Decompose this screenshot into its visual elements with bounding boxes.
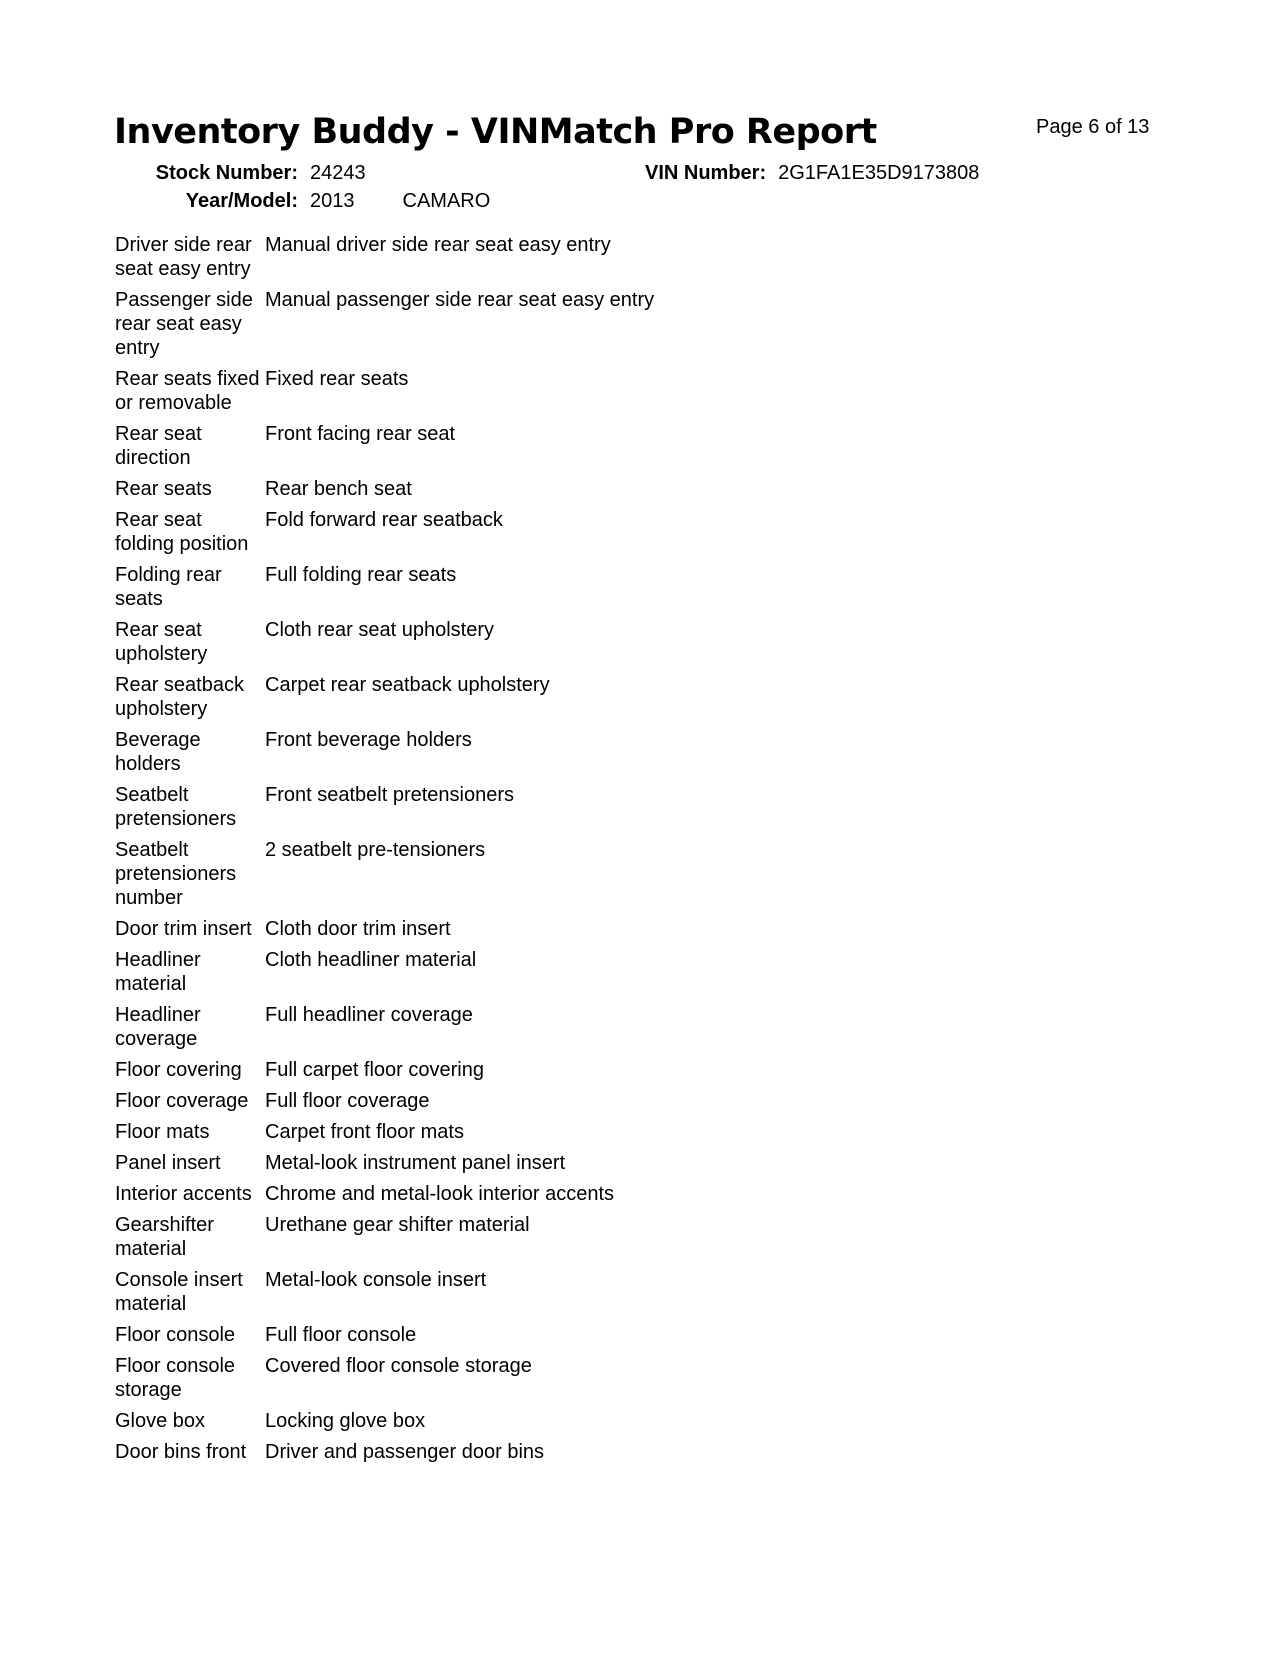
feature-value: Metal-look instrument panel insert (265, 1152, 566, 1174)
feature-row (115, 917, 1015, 941)
feature-label: Rear seat direction (115, 423, 202, 469)
feature-label: Rear seat folding position (115, 509, 249, 555)
feature-label: Seatbelt pretensioners number (115, 839, 237, 909)
feature-value: Full folding rear seats (265, 564, 457, 586)
feature-value: Full headliner coverage (265, 1004, 473, 1026)
feature-label: Panel insert (115, 1152, 221, 1174)
feature-value: Cloth door trim insert (265, 918, 451, 940)
feature-row (115, 1268, 1015, 1316)
stock-number-label: Stock Number: (155, 162, 298, 184)
feature-row (115, 618, 1015, 666)
feature-row (115, 1323, 1015, 1347)
feature-value: Cloth rear seat upholstery (265, 619, 495, 641)
feature-row (115, 673, 1015, 721)
feature-value: Front beverage holders (265, 729, 472, 751)
feature-row (115, 1120, 1015, 1144)
feature-value: Covered floor console storage (265, 1355, 532, 1377)
feature-value: Driver and passenger door bins (265, 1441, 545, 1463)
feature-label: Seatbelt pretensioners (115, 784, 237, 830)
feature-row (115, 783, 1015, 831)
feature-label: Driver side rear seat easy entry (115, 234, 252, 280)
feature-value: Full carpet floor covering (265, 1059, 484, 1081)
feature-label: Floor covering (115, 1059, 242, 1081)
feature-row (115, 1354, 1015, 1402)
feature-list (115, 233, 1015, 1471)
vin-number-line (645, 162, 979, 185)
feature-value: Front facing rear seat (265, 423, 456, 445)
feature-row (115, 233, 1015, 281)
feature-value: Chrome and metal-look interior accents (265, 1183, 615, 1205)
feature-value: Full floor coverage (265, 1090, 430, 1112)
year-model-label: Year/Model: (185, 190, 298, 212)
feature-row (115, 508, 1015, 556)
year-model-line (114, 190, 490, 213)
feature-label: Passenger side rear seat easy entry (115, 289, 253, 359)
year-value: 2013 (310, 190, 355, 212)
stock-number-value: 24243 (310, 162, 366, 184)
feature-row (115, 948, 1015, 996)
feature-label: Floor mats (115, 1121, 210, 1143)
feature-value: Rear bench seat (265, 478, 412, 500)
feature-label: Door bins front (115, 1441, 247, 1463)
vin-number-label: VIN Number: (645, 162, 767, 184)
feature-label: Rear seats (115, 478, 212, 500)
feature-value: Carpet front floor mats (265, 1121, 464, 1143)
feature-row (115, 728, 1015, 776)
feature-label: Headliner coverage (115, 1004, 201, 1050)
feature-label: Folding rear seats (115, 564, 222, 610)
feature-label: Rear seat upholstery (115, 619, 208, 665)
feature-value: Metal-look console insert (265, 1269, 487, 1291)
feature-row (115, 1409, 1015, 1433)
feature-value: Front seatbelt pretensioners (265, 784, 515, 806)
page-number: Page 6 of 13 (1036, 116, 1150, 138)
feature-value: Fold forward rear seatback (265, 509, 503, 531)
feature-label: Beverage holders (115, 729, 201, 775)
feature-label: Headliner material (115, 949, 201, 995)
feature-value: Full floor console (265, 1324, 417, 1346)
feature-row (115, 1089, 1015, 1113)
feature-value: Carpet rear seatback upholstery (265, 674, 550, 696)
feature-value: Locking glove box (265, 1410, 426, 1432)
feature-value: Cloth headliner material (265, 949, 477, 971)
feature-label: Interior accents (115, 1183, 252, 1205)
feature-row (115, 1182, 1015, 1206)
feature-row (115, 563, 1015, 611)
feature-row (115, 477, 1015, 501)
feature-row (115, 838, 1015, 910)
feature-row (115, 1151, 1015, 1175)
feature-value: 2 seatbelt pre-tensioners (265, 839, 486, 861)
model-value: CAMARO (402, 190, 491, 212)
feature-label: Floor console (115, 1324, 236, 1346)
feature-label: Gearshifter material (115, 1214, 214, 1260)
report-title: Inventory Buddy - VINMatch Pro Report (114, 112, 877, 152)
vin-number-value: 2G1FA1E35D9173808 (778, 162, 980, 184)
feature-label: Console insert material (115, 1269, 243, 1315)
feature-label: Glove box (115, 1410, 206, 1432)
feature-value: Manual driver side rear seat easy entry (265, 234, 611, 256)
feature-label: Door trim insert (115, 918, 252, 940)
stock-number-line (114, 162, 366, 185)
feature-label: Rear seats fixed or removable (115, 368, 260, 414)
feature-row (115, 1440, 1015, 1464)
feature-label: Rear seatback upholstery (115, 674, 244, 720)
feature-row (115, 288, 1015, 360)
feature-value: Manual passenger side rear seat easy entry (265, 289, 655, 311)
feature-value: Fixed rear seats (265, 368, 409, 390)
feature-row (115, 1003, 1015, 1051)
feature-label: Floor coverage (115, 1090, 249, 1112)
feature-label: Floor console storage (115, 1355, 236, 1401)
feature-row (115, 1213, 1015, 1261)
feature-value: Urethane gear shifter material (265, 1214, 530, 1236)
feature-row (115, 367, 1015, 415)
feature-row (115, 422, 1015, 470)
feature-row (115, 1058, 1015, 1082)
